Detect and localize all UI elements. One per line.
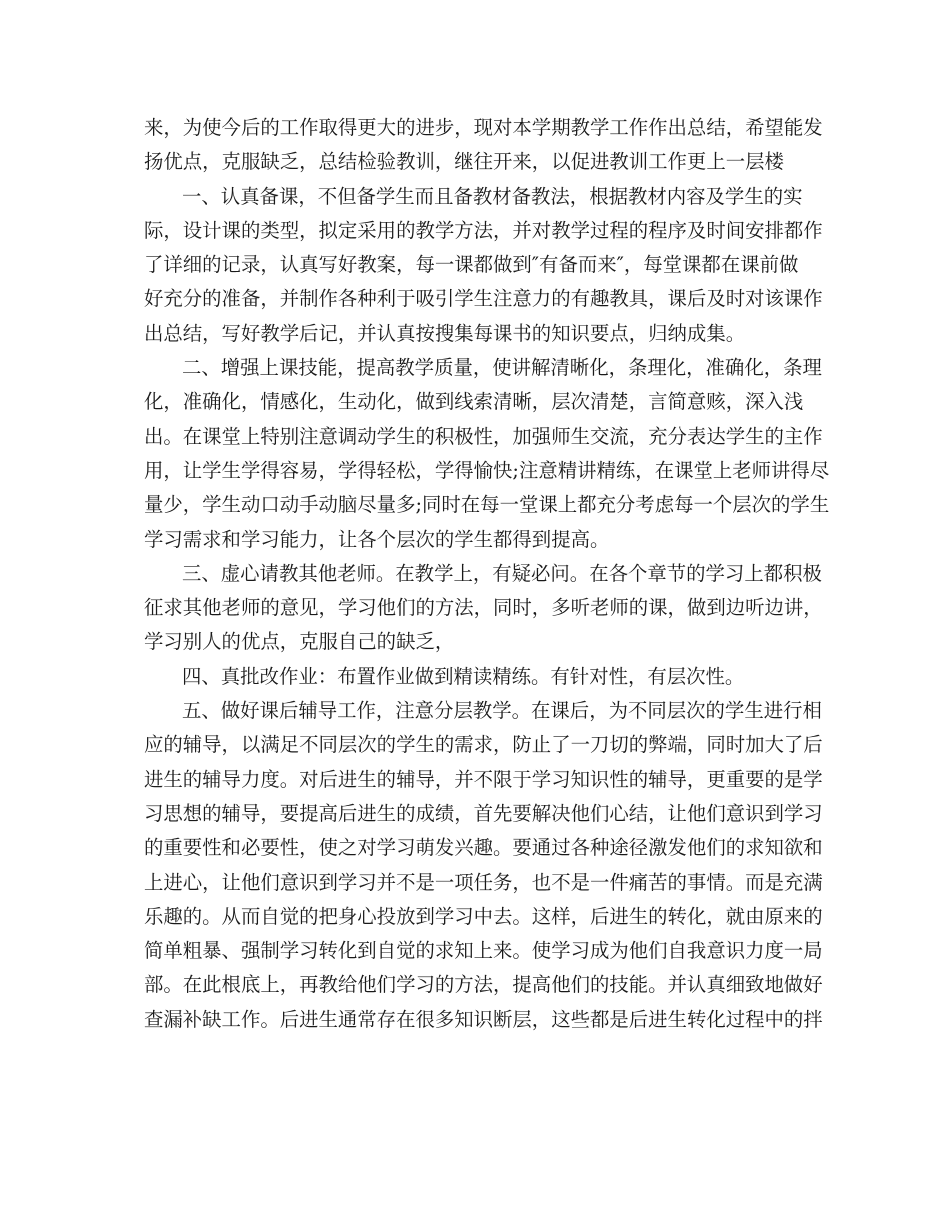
text-line: 五、做好课后辅导工作，注意分层教学。在课后，为不同层次的学生进行相 (182, 699, 822, 723)
text-line: 的重要性和必要性，使之对学习萌发兴趣。要通过各种途径激发他们的求知欲和 (144, 836, 823, 860)
text-line: 好充分的准备，并制作各种利于吸引学生注意力的有趣教具，课后及时对该课作 (144, 287, 823, 311)
document-body (144, 111, 830, 1037)
text-line: 出。在课堂上特别注意调动学生的积极性，加强师生交流，充分表达学生的主作 (144, 424, 823, 448)
text-line: 四、真批改作业：布置作业做到精读精练。有针对性，有层次性。 (182, 664, 745, 688)
text-line: 三、虚心请教其他老师。在教学上，有疑必问。在各个章节的学习上都积极 (182, 561, 822, 585)
text-line: 来，为使今后的工作取得更大的进步，现对本学期教学工作作出总结，希望能发 (144, 116, 823, 139)
text-line: 上进心，让他们意识到学习并不是一项任务，也不是一件痛苦的事情。而是充满 (144, 870, 823, 894)
text-line: 了详细的记录，认真写好教案，每一课都做到″有备而来″，每堂课都在课前做 (144, 253, 799, 277)
text-line: 二、增强上课技能，提高教学质量，使讲解清晰化，条理化，准确化，条理 (182, 356, 822, 380)
text-line: 进生的辅导力度。对后进生的辅导，并不限于学习知识性的辅导，更重要的是学 (144, 767, 823, 791)
text-line: 习思想的辅导，要提高后进生的成绩，首先要解决他们心结，让他们意识到学习 (144, 801, 823, 825)
text-line: 扬优点，克服缺乏，总结检验教训，继往开来，以促进教训工作更上一层楼 (144, 150, 784, 174)
text-line: 部。在此根底上，再教给他们学习的方法，提高他们的技能。并认真细致地做好 (144, 973, 823, 997)
text-line: 简单粗暴、强制学习转化到自觉的求知上来。使学习成为他们自我意识力度一局 (144, 939, 823, 963)
text-line: 用，让学生学得容易，学得轻松，学得愉快;注意精讲精练，在课堂上老师讲得尽 (144, 458, 830, 482)
text-line: 征求其他老师的意见，学习他们的方法，同时，多听老师的课，做到边听边讲， (144, 596, 823, 620)
text-line: 量少，学生动口动手动脑尽量多;同时在每一堂课上都充分考虑每一个层次的学生 (144, 493, 830, 517)
text-line: 查漏补缺工作。后进生通常存在很多知识断层，这些都是后进生转化过程中的拌 (144, 1007, 823, 1031)
text-line: 乐趣的。从而自觉的把身心投放到学习中去。这样，后进生的转化，就由原来的 (144, 904, 823, 928)
text-line: 应的辅导，以满足不同层次的学生的需求，防止了一刀切的弊端，同时加大了后 (144, 733, 823, 757)
text-line: 出总结，写好教学后记，并认真按搜集每课书的知识要点，归纳成集。 (144, 321, 746, 345)
text-line: 化，准确化，情感化，生动化，做到线索清晰，层次清楚，言简意赅，深入浅 (144, 390, 804, 414)
text-line: 学习需求和学习能力，让各个层次的学生都得到提高。 (144, 527, 610, 551)
text-line: 际，设计课的类型，拟定采用的教学方法，并对教学过程的程序及时间安排都作 (144, 218, 823, 242)
text-line: 学习别人的优点，克服自己的缺乏， (144, 630, 455, 654)
text-line: 一、认真备课，不但备学生而且备教材备教法，根据教材内容及学生的实 (182, 184, 803, 208)
